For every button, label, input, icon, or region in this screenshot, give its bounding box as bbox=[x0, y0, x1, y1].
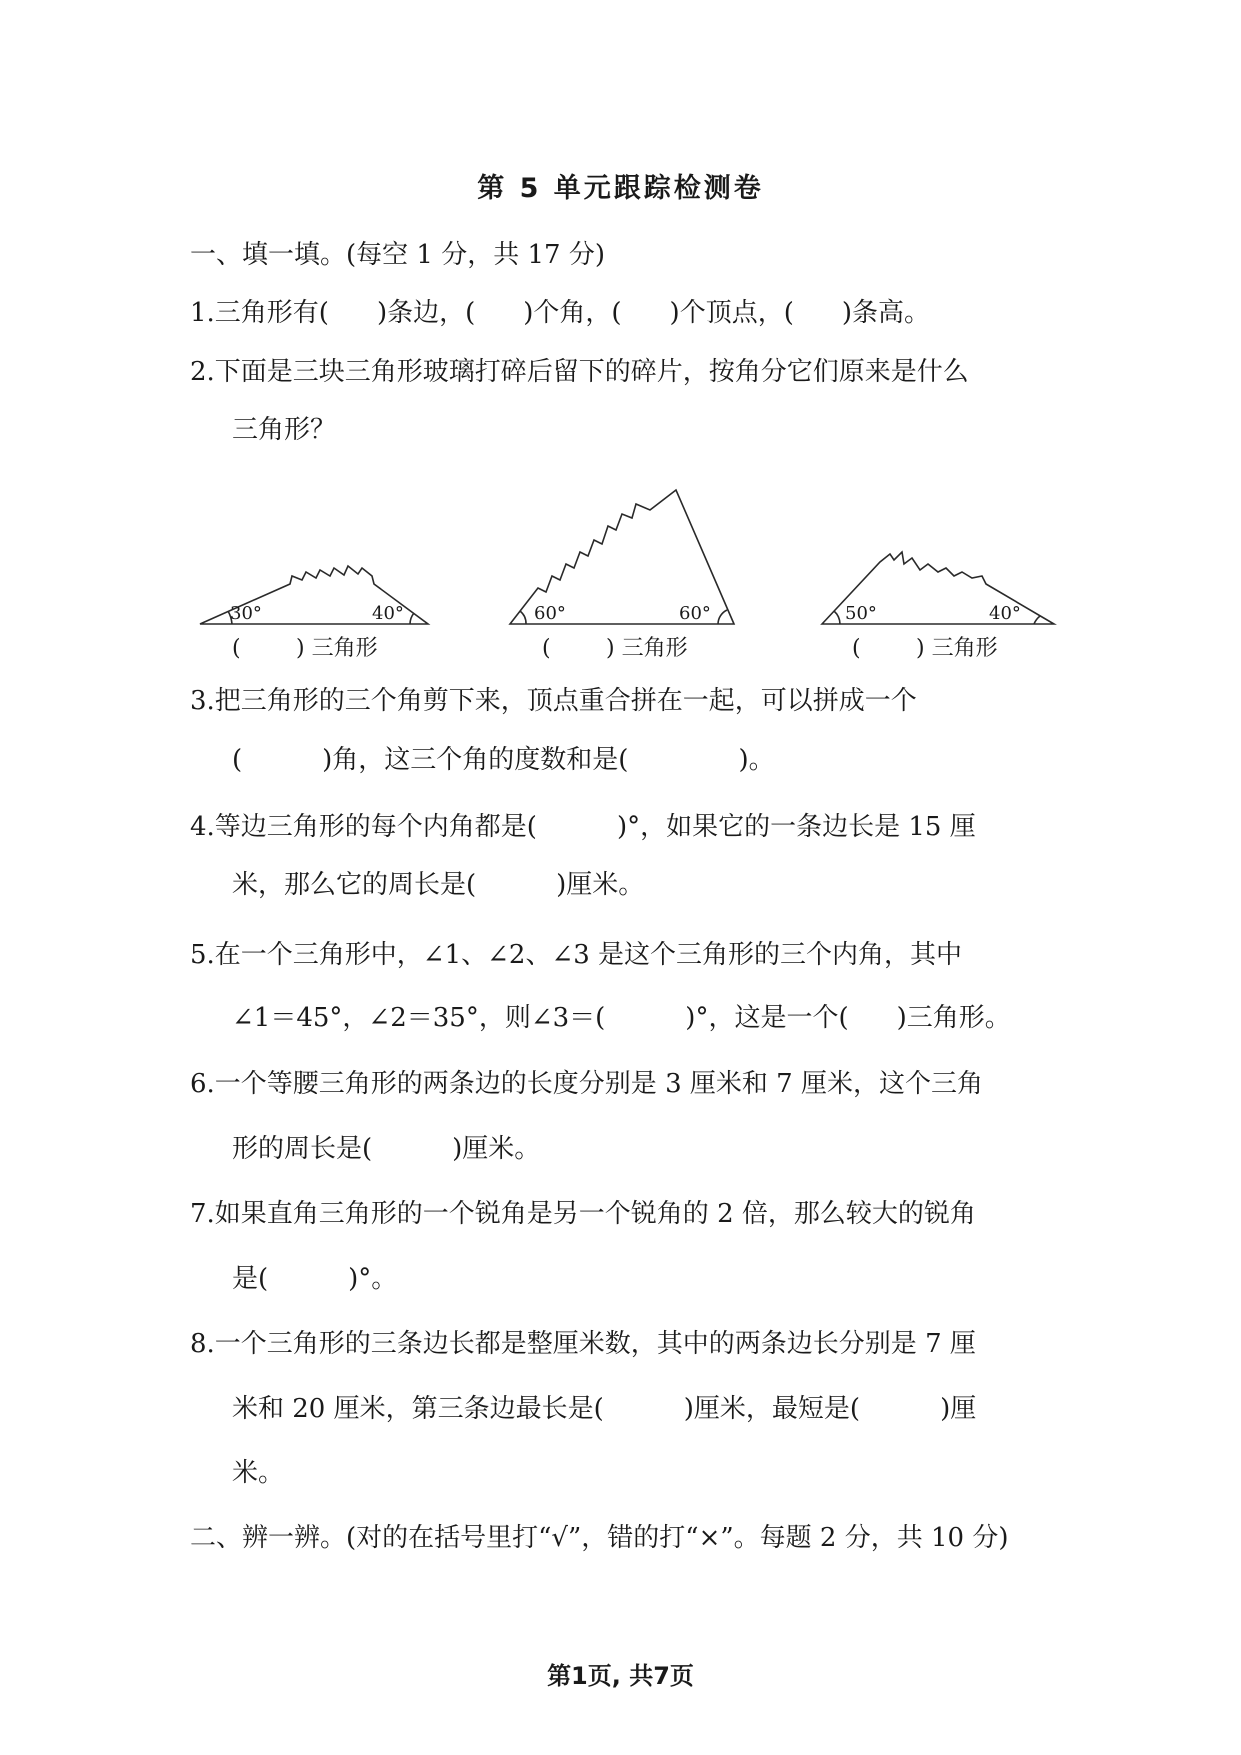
question-4-line-1 bbox=[190, 810, 976, 844]
question-8-line-3: 米。 bbox=[232, 1458, 285, 1488]
q1-text-d: )个顶点，( bbox=[669, 298, 794, 328]
figure-2-left-angle-label: 60° bbox=[534, 603, 566, 624]
q4-text-c: 米，那么它的周长是( bbox=[232, 870, 477, 900]
q3-text-c: )。 bbox=[738, 745, 775, 775]
figure-1-caption-open: ( bbox=[232, 636, 241, 661]
question-6-line-2 bbox=[232, 1132, 540, 1166]
question-6-line-1: 6.一个等腰三角形的两条边的长度分别是 3 厘米和 7 厘米，这个三角 bbox=[190, 1069, 983, 1099]
question-2-line-1: 2.下面是三块三角形玻璃打碎后留下的碎片，按角分它们原来是什么 bbox=[190, 357, 969, 387]
section-1-heading: 一、填一填。(每空 1 分，共 17 分) bbox=[190, 240, 605, 270]
question-4-line-2 bbox=[232, 868, 644, 902]
q6-text-b: )厘米。 bbox=[452, 1134, 541, 1164]
q5-text-a: ∠1＝45°，∠2＝35°，则∠3＝( bbox=[232, 1003, 606, 1033]
angle-arc-3-left bbox=[834, 611, 840, 624]
q7-text-a: 是( bbox=[232, 1264, 269, 1294]
angle-arc-3-right bbox=[1034, 616, 1040, 624]
question-1 bbox=[190, 296, 930, 330]
q3-text-b: )角，这三个角的度数和是( bbox=[322, 745, 629, 775]
q4-text-a: 4.等边三角形的每个内角都是( bbox=[190, 812, 537, 842]
q1-text-c: )个角，( bbox=[523, 298, 622, 328]
q8-text-a: 米和 20 厘米，第三条边最长是( bbox=[232, 1394, 604, 1424]
q1-text-e: )条高。 bbox=[841, 298, 930, 328]
question-5-line-2 bbox=[232, 1001, 1011, 1035]
section-2-heading: 二、辨一辨。(对的在括号里打“√”，错的打“×”。每题 2 分，共 10 分) bbox=[190, 1523, 1009, 1553]
question-8-line-1: 8.一个三角形的三条边长都是整厘米数，其中的两条边长分别是 7 厘 bbox=[190, 1329, 976, 1359]
page-footer: 第1页, 共7页 bbox=[547, 1662, 694, 1690]
question-3-line-1: 3.把三角形的三个角剪下来，顶点重合拼在一起，可以拼成一个 bbox=[190, 686, 917, 716]
q5-text-c: )三角形。 bbox=[896, 1003, 1011, 1033]
q8-text-c: )厘 bbox=[940, 1394, 977, 1424]
question-2-line-2: 三角形？ bbox=[232, 415, 337, 445]
figure-1-left-angle-label: 30° bbox=[230, 603, 262, 624]
question-8-line-2 bbox=[232, 1392, 976, 1426]
angle-arc-1-right bbox=[410, 613, 414, 624]
q4-text-b: )°，如果它的一条边长是 15 厘 bbox=[616, 812, 976, 842]
q4-text-d: )厘米。 bbox=[556, 870, 645, 900]
q7-text-b: )°。 bbox=[348, 1264, 398, 1294]
figure-2-right-angle-label: 60° bbox=[679, 603, 711, 624]
q6-text-a: 形的周长是( bbox=[232, 1134, 373, 1164]
figure-2-caption: ) 三角形 bbox=[606, 636, 688, 661]
figure-3-caption-open: ( bbox=[852, 636, 861, 661]
question-3-line-2 bbox=[232, 743, 775, 777]
figure-3-caption: ) 三角形 bbox=[916, 636, 998, 661]
question-5-line-1: 5.在一个三角形中，∠1、∠2、∠3 是这个三角形的三个内角，其中 bbox=[190, 940, 963, 970]
angle-arc-2-left bbox=[520, 611, 526, 624]
q1-text-a: 1.三角形有( bbox=[190, 298, 329, 328]
figure-1-caption: ) 三角形 bbox=[296, 636, 378, 661]
angle-arc-2-right bbox=[718, 610, 727, 624]
figure-3-left-angle-label: 50° bbox=[845, 603, 877, 624]
q5-text-b: )°，这是一个( bbox=[685, 1003, 849, 1033]
triangle-fragments-figure bbox=[0, 480, 1241, 670]
q8-text-b: )厘米，最短是( bbox=[683, 1394, 861, 1424]
figure-1-right-angle-label: 40° bbox=[372, 603, 404, 624]
question-7-line-2 bbox=[232, 1262, 397, 1296]
page-title: 第 5 单元跟踪检测卷 bbox=[477, 173, 764, 204]
figure-3-right-angle-label: 40° bbox=[989, 603, 1021, 624]
q1-text-b: )条边，( bbox=[376, 298, 476, 328]
figure-2-caption-open: ( bbox=[542, 636, 551, 661]
question-7-line-1: 7.如果直角三角形的一个锐角是另一个锐角的 2 倍，那么较大的锐角 bbox=[190, 1199, 976, 1229]
q3-text-a: ( bbox=[232, 745, 243, 775]
